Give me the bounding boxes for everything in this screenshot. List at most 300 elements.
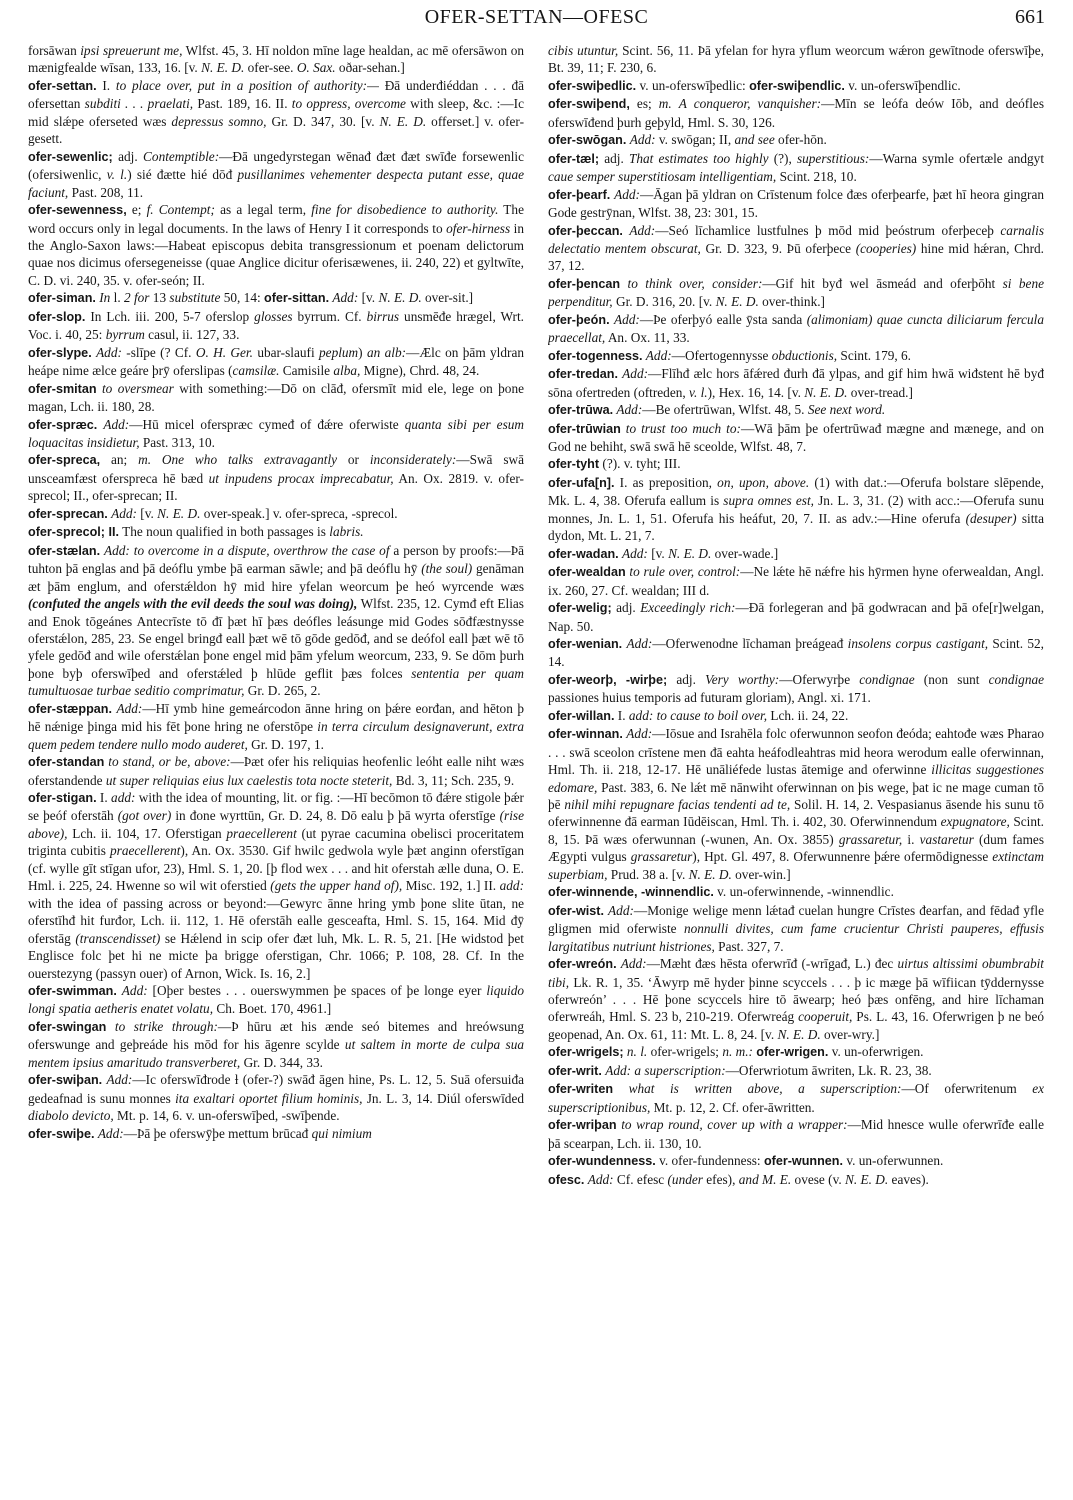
entry-text: inconsiderately: xyxy=(369,452,457,468)
dictionary-entry xyxy=(28,789,524,982)
entry-headword: ofer-willan. xyxy=(548,708,615,723)
dictionary-entry xyxy=(548,95,1044,131)
entry-text: in the Anglo-Saxon laws:—Habeat episcopus debita transgressionum et poenam delictorum quae nos dicimus ofersegeneisse (quae Anglice dicitur oferisæwenes, ii. 240, 22) et gyltwīte, C. D. vi. 240, 35. v. ofer-seón; II. xyxy=(28,220,524,288)
entry-headword: ofer-winnende, -winnendlic. xyxy=(548,885,714,900)
entry-text: Add: xyxy=(608,902,634,918)
entry-text: over-win.] xyxy=(731,866,791,882)
entry-text: m. xyxy=(658,96,672,112)
entry-text: Scint. 179, 6. xyxy=(837,347,911,363)
entry-text: in terra circulum designaverunt, extra quem pedem tendere nullo modo auderet, xyxy=(28,719,524,752)
dictionary-entry xyxy=(28,451,524,504)
entry-headword: ofer-sewenlic; xyxy=(28,149,113,164)
entry-text: -slīpe (? Cf. xyxy=(121,344,196,360)
dictionary-entry xyxy=(548,365,1044,401)
entry-text: to strike through: xyxy=(114,1018,218,1034)
entry-text: I. as preposition, xyxy=(614,474,718,490)
entry-text: ) xyxy=(358,344,367,360)
entry-headword: ofer-tyht xyxy=(548,457,600,472)
entry-text: See next word. xyxy=(807,402,886,418)
entry-text: ofer-hōn. xyxy=(774,132,827,148)
entry-text: ex superscriptionibus, xyxy=(548,1081,1044,1115)
entry-text: as a legal term, xyxy=(214,202,312,218)
entry-text: with the idea of mounting, lit. or fig. :—Hī becōmon tō đǽre stigole þǽr se þeóf oferstāh xyxy=(28,790,524,824)
entry-text: 2 for xyxy=(123,290,150,306)
entry-headword: ofer-þeón. xyxy=(548,312,610,327)
entry-text: forsāwan xyxy=(28,43,81,58)
entry-text: Ch. Boet. 170, 4961.] xyxy=(213,1001,332,1017)
entry-headword: ofer-settan. xyxy=(28,78,97,93)
dictionary-entry xyxy=(548,725,1044,883)
entry-text: with the idea of passing across or beyond:—Gewyrc ānne hring ymb þone slite ūtan, ne oferstīhđ hit furđor, Lch. ii. 112, 1. Hē oferstāh ealle gesceafta, Hml. S. 15, 164. Mid đȳ oferstāg xyxy=(28,895,524,946)
entry-text: Add: xyxy=(332,290,359,306)
entry-text: [Oþer bestes . . . ouerswymmen þe spaces of þe longe eyer xyxy=(147,983,487,999)
entry-text: add: xyxy=(499,878,524,894)
entry-text: Gr. D. 347, 30. [v. xyxy=(266,113,380,129)
entry-text: Jn. L. 3, 31. (2) with acc.:—Oferufa sunu monnes, Jn. L. 1, 51. Oferufa his heáfut, 20, 7. II. as adv.:—Hine oferufa xyxy=(548,493,1044,526)
entry-headword: ofer-swiþedlic. xyxy=(548,78,637,93)
entry-text: —Þe oferþyó ealle ȳsta sanda xyxy=(639,311,807,327)
entry-text: An. Ox. 11, 33. xyxy=(605,330,690,346)
entry-text: The word occurs only in legal documents. In the laws of Henry I it corresponds to xyxy=(28,202,524,236)
entry-text: Misc. 192, 1.] II. xyxy=(402,878,500,894)
entry-text: ), Hex. 16, 14. [v. xyxy=(707,384,805,400)
entry-text: a superscription: xyxy=(634,1062,726,1078)
dictionary-entry xyxy=(548,42,1044,77)
entry-text: si bene perpenditur, xyxy=(548,275,1044,310)
entry-text: add: xyxy=(111,790,136,806)
entry-headword: ofer-winnan. xyxy=(548,727,623,742)
entry-headword: ofer-tredan. xyxy=(548,367,618,382)
entry-text: to think over, consider: xyxy=(627,275,763,291)
entry-text: —Mīn se leófa deów Iōb, and deófles oferswīđend þurh geþyld, Hml. S. 30, 126. xyxy=(548,96,1044,130)
entry-text xyxy=(672,96,679,111)
entry-text: Migne), Chrd. 48, 24. xyxy=(360,363,480,379)
dictionary-entry xyxy=(548,955,1044,1043)
entry-text: over-speak.] v. ofer-spreca, -sprecol. xyxy=(200,505,398,521)
dictionary-entry xyxy=(548,474,1044,545)
dictionary-entry xyxy=(28,523,524,541)
entry-text: Gr. D. 197, 1. xyxy=(247,736,324,752)
dictionary-entry xyxy=(548,545,1044,563)
entry-text: glosses xyxy=(254,308,293,324)
entry-text: to place over, put in a position of authority:— xyxy=(115,77,379,93)
entry-text xyxy=(106,1019,115,1034)
entry-text: —Ic oferswīđrode ƚ (ofer-?) swāđ āgen hine, Ps. L. 12, 5. Suā ofersuiđa gedeafnad is sunu monnes xyxy=(28,1072,524,1106)
entry-text: ubar-slaufi xyxy=(252,344,320,360)
entry-text: Add: xyxy=(96,344,122,360)
left-column xyxy=(28,42,524,1490)
entry-headword: ofer-stælan. xyxy=(28,543,101,558)
entry-text: with sleep, &c. :—Ic mid slǽpe oferseted wæs xyxy=(28,96,524,129)
entry-text: Add: xyxy=(103,416,130,432)
entry-text: nonnulli divites, cum fame crucientur Christi pauperes, effusis largitatibus nutriunt histriones, xyxy=(548,921,1044,954)
entry-text: Gr. D. 316, 20. [v. xyxy=(612,294,716,310)
entry-text: to rule over, control: xyxy=(629,564,741,580)
entry-headword: ofer-sittan. xyxy=(264,291,330,306)
entry-text: efes), xyxy=(702,1171,739,1187)
entry-headword: ofer-swiþendlic. xyxy=(749,78,845,93)
entry-text: (non sunt xyxy=(914,671,989,687)
entry-text: Add: xyxy=(116,700,143,716)
entry-text: obductionis, xyxy=(771,347,838,363)
entry-text: One who talks extravagantly xyxy=(161,452,338,468)
entry-text: Bd. 3, 11; Sch. 235, 9. xyxy=(392,772,515,788)
entry-text: grassaretur xyxy=(630,849,693,865)
entry-text: f. xyxy=(146,202,154,218)
entry-text: Add: xyxy=(626,635,653,651)
entry-text: expugnatore, xyxy=(940,814,1010,830)
entry-text: O. Sax. xyxy=(296,60,336,76)
entry-text: insolens corpus castigant, xyxy=(847,635,989,651)
entry-headword: ofer-togenness. xyxy=(548,348,643,363)
entry-text: caue semper superstitiosam intelligentiam, xyxy=(548,169,777,185)
entry-text: casul, ii. 127, 33. xyxy=(144,327,240,343)
entry-text: extinctam superbiam, xyxy=(548,849,1044,882)
entry-text: oðar-sehan.] xyxy=(335,60,405,76)
entry-text: liquido longi spatia aetheris enatet volatu, xyxy=(28,983,524,1017)
entry-headword: ofer-welig; xyxy=(548,601,612,616)
entry-text: Scint. 8, 15. Þā wæs oferwunnan (-wunen, An. Ox. 3855) xyxy=(548,814,1044,847)
entry-headword: ofer-smitan xyxy=(28,381,97,396)
entry-headword: ofer-sewenness, xyxy=(28,203,127,218)
entry-headword: ofer-spræc. xyxy=(28,417,98,432)
dictionary-entry xyxy=(548,186,1044,222)
entry-text: Add: xyxy=(605,1062,632,1078)
entry-headword: ofer-wrigels; xyxy=(548,1045,624,1060)
entry-headword: ofer-trūwian xyxy=(548,421,621,436)
entry-text: adj. xyxy=(667,671,706,687)
entry-text: Add: xyxy=(97,1125,124,1141)
entry-text: Very worthy: xyxy=(705,671,780,687)
entry-text: birrus xyxy=(366,308,400,324)
entry-text: to cause to boil over, xyxy=(656,707,768,723)
entry-text: over-wry.] xyxy=(820,1026,880,1042)
entry-text: —Iōsue and Israhēla folc oferwunnon seofon đeóda; eahtođe wæs Pharao . . . swā sceolon crīstene men đā eahta heáfodleahtras mid heora werodum ealle oferwinnan, Hml. Th. ii. 218, 12-17. Hē unāliéfede lustas ātemige and oferwinne xyxy=(548,726,1044,778)
entry-text: Add: xyxy=(622,545,648,561)
dictionary-entry xyxy=(28,982,524,1018)
entry-text: Cf. efesc xyxy=(613,1171,668,1187)
dictionary-entry xyxy=(548,635,1044,671)
entry-text: se Hǽlend in scip ofer đæt luh, Mk. L. R. 5, 21. [He widstod þet Englisce folc þet hi ne micte þa brigge oferstigan, Chr. 1066; P. 108, 28. Cf. In the ouerstezyng (passyn ouer) of Arnon, Wick. Is. 16, 2.] xyxy=(28,930,524,981)
dictionary-entry xyxy=(548,1171,1044,1189)
entry-text: —Þæt ofer his reliquias heofenlic leóht ealle niht wæs oferstandende xyxy=(28,754,524,788)
dictionary-entry xyxy=(548,1080,1044,1116)
entry-text xyxy=(620,276,627,291)
entry-headword: ofer-þearf. xyxy=(548,187,611,202)
entry-text: I. xyxy=(96,77,116,93)
entry-text: (ut pyrae cacumina obelisci proceritatem triginta cubitis xyxy=(28,825,524,859)
entry-text: —Oferwenodne līchaman þreágeađ xyxy=(652,635,848,651)
entry-text: I. xyxy=(614,707,629,723)
entry-text: N. E. D. xyxy=(777,1026,821,1042)
entry-text: (1) with dat.:—Oferufa bolstare slēpende, Mk. L. 4, 38. Oferufa eallum is xyxy=(548,474,1044,509)
entry-text: Add: xyxy=(616,402,643,418)
entry-headword: ofer-wrigen. xyxy=(756,1045,829,1060)
entry-text: —Āgan þā yldran on Crīstenum folce đæs oferþearfe, þæt hī heora gingran Gode gestrȳnan, Wlfst. 38, 23: 301, 15. xyxy=(548,186,1044,221)
entry-text: cibis utuntur, xyxy=(548,43,619,58)
entry-text: supra omnes est, xyxy=(723,493,814,509)
entry-headword: ofer-þeccan. xyxy=(548,223,623,238)
entry-text: v. un-oferwrigen. xyxy=(828,1044,924,1060)
entry-text: —Mid hnesce wulle oferwrīđe ealle þā scearpan, Lch. ii. 130, 10. xyxy=(548,1117,1044,1151)
entry-text: —Oferwyrþe xyxy=(779,671,860,687)
entry-text: v. swōgan; II, xyxy=(655,132,735,148)
dictionary-entry xyxy=(28,42,524,77)
dictionary-entry xyxy=(548,1043,1044,1061)
entry-text: with something:—Dō on clāđ, ofersmīt mid ele, lege on þone magan, Lch. ii. 180, 28. xyxy=(28,380,524,415)
entry-text: or xyxy=(337,452,370,468)
entry-text: unsmēđe hrægel, Wrt. Voc. i. 40, 25: xyxy=(28,308,524,343)
right-column xyxy=(548,42,1044,1490)
entry-text: l. xyxy=(110,290,124,306)
entry-text: ), Hpt. Gl. 497, 8. Oferwunnenre þǽre ofermōdignesse xyxy=(692,849,993,865)
entry-text: (gets the upper hand of), xyxy=(270,878,403,894)
entry-text: 13 xyxy=(149,290,170,306)
page-number: 661 xyxy=(1015,6,1045,28)
entry-text: condignae xyxy=(859,671,915,687)
entry-text: —Monige welige menn lǽtađ cuelan hungre Crīstes đearfan, and fēdađ yfle gligmen mid oferwiste xyxy=(548,902,1044,937)
entry-text: to wrap round, cover up with a wrapper: xyxy=(621,1117,848,1133)
entry-text: subditi . . . praelati, xyxy=(84,96,194,112)
entry-text: over-tread.] xyxy=(847,384,913,400)
entry-text: N. E. D. xyxy=(201,60,245,76)
entry-text: (the soul) xyxy=(421,561,473,577)
entry-text: Add: xyxy=(587,1171,614,1187)
entry-headword: ofer-wealdan xyxy=(548,565,626,580)
entry-text: Add: xyxy=(629,132,656,148)
entry-text: v. l. xyxy=(689,384,708,400)
entry-text: N. E. D. xyxy=(845,1171,889,1187)
entry-headword: ofer-swingan xyxy=(28,1019,107,1034)
entry-text: Lch. ii. 104, 17. Oferstigan xyxy=(67,825,227,841)
entry-text: —Seó līchamlice lustfulnes þ mōd mid þeóstrum oferþeceþ xyxy=(655,222,1001,238)
entry-text: uirtus altissimi obumbrabit tibi, xyxy=(548,956,1044,990)
entry-text: N. E. D. xyxy=(804,384,848,400)
dictionary-entry xyxy=(548,1116,1044,1152)
entry-headword: ofer-wunnen. xyxy=(763,1154,843,1169)
entry-text: (rise above), xyxy=(28,808,524,841)
entry-text: superstitious: xyxy=(796,150,870,166)
entry-text: Ps. L. 43, 16. Oferwrigen þ ne beó geopenad, An. Ox. 61, 11: Mt. L. 8, 24. [v. xyxy=(548,1009,1044,1042)
entry-text: Add: xyxy=(614,186,640,202)
entry-text: e; xyxy=(126,202,147,218)
entry-text: grassaretur, xyxy=(838,831,903,847)
entry-text: (confuted the angels with the evil deeds the soul was doing), xyxy=(28,596,358,612)
entry-text: Exceedingly rich: xyxy=(640,600,736,616)
entry-text: what is written above, a superscription: xyxy=(628,1081,902,1097)
entry-text: depressus somno, xyxy=(171,113,267,129)
entry-text: diabolo devicto, xyxy=(28,1108,114,1124)
entry-text: (desuper) xyxy=(965,510,1017,526)
entry-text: substitute xyxy=(169,290,221,306)
entry-text: Add: xyxy=(614,311,640,327)
entry-text: Add: xyxy=(106,1072,133,1088)
entry-headword: ofer-swōgan. xyxy=(548,133,627,148)
entry-text: an alb: xyxy=(366,344,407,360)
entry-text: illicitas suggestiones edomare, xyxy=(548,762,1044,795)
entry-headword: ofer-swiþend, xyxy=(548,97,630,112)
entry-text: a person by proofs:—Þā tuhton þā englas and þā deóflu ymbe þā earman sāwle; and þā deóflu hȳ xyxy=(28,542,524,577)
entry-text: Camisile xyxy=(279,363,334,379)
entry-headword: ofer-writ. xyxy=(548,1063,602,1078)
entry-text: Wlfst. 235, 12. Cymđ eft Elias and Enok tōgeánes Antecrīste tō đī þæt hī þæs deófles leásunge mid Godes sōđfæstnysse oferstǽlon, 285, 23. Se engel bringđ eall þæt wē tō gōde gedōđ, and se deófol eall þæt wē tō yfele gedōđ and wile oferstǽlan þone engel mid þām yfelum weorcum, 233, 9. Se dōm þurh þone byþ oferswīþed and oferstǽled þ hlūde geflit þæs folces xyxy=(28,596,524,681)
entry-text: (got over) xyxy=(117,808,172,824)
dictionary-entry xyxy=(548,420,1044,456)
entry-headword: ofer-slop. xyxy=(28,309,86,324)
entry-text: offerset.] v. ofer-gesett. xyxy=(28,113,524,147)
entry-text: v. ofer-fundenness: xyxy=(655,1153,764,1169)
entry-text: Scint. 52, 14. xyxy=(548,635,1044,670)
dictionary-entry xyxy=(548,671,1044,707)
entry-text: Add: xyxy=(622,366,649,382)
entry-text: —Ofertogennysse xyxy=(671,347,772,363)
entry-text: Past. 189, 16. II. xyxy=(193,96,292,112)
entry-text: peplum xyxy=(319,344,359,360)
entry-text: praecellerent xyxy=(226,825,297,841)
entry-text: Add: xyxy=(111,505,137,521)
entry-text: es; xyxy=(629,96,659,112)
entry-text: over-think.] xyxy=(758,294,825,310)
entry-text: ) sié đætte hié dōđ xyxy=(127,167,238,183)
entry-text: ipsi spreuerunt me, xyxy=(80,43,183,58)
entry-text: ut saltem in morte de culpa sua mentem ipsius amaritudo transverberet, xyxy=(28,1037,524,1070)
entry-headword: ofer-spreca, xyxy=(28,453,101,468)
entry-text: to overcome in a dispute, overthrow the case of xyxy=(133,542,390,558)
entry-text: Contempt; xyxy=(158,202,215,218)
entry-text: carnalis delectatio mentem obscurat, xyxy=(548,222,1044,256)
dictionary-entry xyxy=(548,707,1044,725)
entry-text: Scint. 56, 11. Þā yfelan for hyra yflum weorcum wǽron gewītnode oferswīþe, Bt. 39, 11; F. 230, 6. xyxy=(548,43,1044,76)
entry-text: ofer-see. xyxy=(244,60,297,76)
dictionary-entry xyxy=(28,289,524,307)
dictionary-entry xyxy=(548,1062,1044,1080)
entry-text: The noun qualified in both passages is xyxy=(118,524,330,540)
entry-text: fine for disobedience to authority. xyxy=(311,202,499,218)
entry-text: —Đā forlegeran and þā godwracan and þā ofe[r]welgan, Nap. 50. xyxy=(548,600,1044,634)
entry-headword: ofer-swiþan. xyxy=(28,1073,103,1088)
entry-text: —Ælc on þām yldran heápe nime ælce geáre þrȳ oferslipas ( xyxy=(28,344,524,379)
entry-text: Add: xyxy=(629,222,656,238)
entry-text: —Wā þām þe ofertrūwađ mægne and mænege, and on God ne behiht, swā swā hē sceolde, Wlfst. 48, 7. xyxy=(548,420,1044,454)
entry-text: Past. 383, 6. Ne lǽt mē nānwiht oferwinnan on þis wege, þat ic ne mage cuman tō þē xyxy=(548,779,1044,813)
entry-text: —Flīhđ ælc hors āfǽred đurh đā ylpas, and gif him hwā wiđstent hē byđ sōna ofertreden (oftreden, xyxy=(548,366,1044,400)
entry-text: (transcendisset) xyxy=(75,930,161,946)
entry-text: cooperuit, xyxy=(798,1009,853,1025)
entry-text: v. un-oferswīþedlic: xyxy=(636,77,750,93)
entry-headword: ofer-sprecan. xyxy=(28,506,108,521)
dictionary-entry xyxy=(28,77,524,148)
entry-text: In Lch. iii. 200, 5-7 oferslop xyxy=(85,308,255,324)
entry-text xyxy=(613,1081,629,1096)
entry-text: passiones huius temporis ad futuram gloriam), Angl. xi. 171. xyxy=(548,690,871,706)
dictionary-entry xyxy=(548,599,1044,635)
entry-text: Mt. p. 14, 6. v. un-oferswīþed, -swīþende. xyxy=(113,1108,340,1124)
entry-text: ), An. Ox. 3530. Gif hwilc gedwola wyle þæt anginn oferstīgan (cf. wylle gīt stīgan ufor, 23), Hml. S. 1, 20. [þ flod wex . . . and hit oferstah ælle duna, O. E. Hml. i. 225, 24. Hwenne so wil wit oferstied xyxy=(28,843,524,894)
entry-text: on, upon, above. xyxy=(717,474,810,490)
entry-text: N. E. D. xyxy=(715,294,759,310)
entry-text: ofer-hirness xyxy=(446,220,511,236)
entry-text: Mt. p. 12, 2. Cf. ofer-āwritten. xyxy=(650,1099,815,1115)
entry-text: v. un-oferwunnen. xyxy=(843,1153,944,1169)
entry-text: (dum fames Ægypti vulgus xyxy=(548,831,1044,865)
entry-headword: ofer-writen xyxy=(548,1082,614,1097)
entry-text: O. H. Ger. xyxy=(195,344,253,360)
entry-text: condignae xyxy=(988,671,1044,687)
entry-text: nihil mihi repugnare facias tendenti ad te, xyxy=(564,797,791,813)
entry-text: Gr. D. 344, 33. xyxy=(240,1054,323,1070)
entry-headword: ofer-siman. xyxy=(28,291,96,306)
entry-text: —Oferwriotum āwriten, Lk. R. 23, 38. xyxy=(725,1062,932,1078)
entry-text: An. Ox. 2819. v. ofer-sprecol; II., ofer-sprecan; II. xyxy=(28,470,524,504)
entry-text: Add: xyxy=(121,983,148,999)
entry-text: [v. xyxy=(647,545,669,561)
entry-text: adj. xyxy=(112,148,144,164)
dictionary-entry xyxy=(548,77,1044,95)
entry-headword: ofer-stigan. xyxy=(28,791,97,806)
entry-text: Lk. R. 1, 35. ‘Āwyrp mē hyder þinne scyccels . . . þ ic mæge þā wīfiican tȳddernysse oferwreón’ . . . Hē þone scyccels hire tō āwearp; heó þæs onfēng, and hire līchaman oferwreáh, Hml. S. 23 b, 210-219. Oferwreág xyxy=(548,974,1044,1025)
entry-text: genāman æt þām englum, and oferstǽldon hȳ mid hire yfelan weorcum þe heó wyrcende wæs xyxy=(28,561,524,594)
entry-text: (?). v. tyht; III. xyxy=(599,456,681,472)
entry-text: pusillanimes vehementer despecta putant esse, quae faciunt, xyxy=(28,167,524,200)
dictionary-entry xyxy=(28,542,524,700)
entry-headword: ofer-wadan. xyxy=(548,546,619,561)
entry-text: Past. 313, 10. xyxy=(139,434,215,450)
entry-text: (cooperies) xyxy=(855,240,917,256)
entry-text: Jn. L. 3, 14. Diúl oferswīded xyxy=(362,1090,524,1106)
entry-text: add: xyxy=(628,707,654,723)
entry-text: Add: xyxy=(626,726,653,742)
running-title: OFER-SETTAN—OFESC xyxy=(424,6,649,28)
entry-text: [v. xyxy=(358,290,379,306)
entry-text: Solil. H. 14, 2. Vespasianus āsende his sunu tō oferwinnenne đā earman Iūdēiscan, Hml. Th. i. 402, 30. Oferwinnendum xyxy=(548,797,1044,830)
entry-text: —Mæht đæs hēsta oferwrīđ (-wrīgađ, L.) đec xyxy=(646,956,898,972)
entry-text: n. xyxy=(626,1044,637,1060)
entry-text: labris. xyxy=(329,524,364,540)
entry-headword: ofer-wenian. xyxy=(548,636,623,651)
entry-text: praecellerent xyxy=(110,843,181,859)
entry-text: l. xyxy=(640,1044,648,1060)
entry-headword: ofer-swiþe. xyxy=(28,1126,95,1141)
entry-headword: ofer-standan xyxy=(28,755,105,770)
entry-text: v. un-oferwinnende, -winnendlic. xyxy=(713,884,894,900)
entry-text: —Be ofertrūwan, Wlfst. 48, 5. xyxy=(642,402,808,418)
entry-text: N. E. D. xyxy=(668,545,712,561)
entry-text: over-sit.] xyxy=(421,290,474,306)
entry-headword: ofer-stæppan. xyxy=(28,701,112,716)
entry-text: Lch. ii. 24, 22. xyxy=(767,707,849,723)
dictionary-entry xyxy=(28,1071,524,1124)
entry-text: Past. 208, 11. xyxy=(68,184,144,200)
entry-text: (alimoniam) quae cuncta diliciarum fercula praecellat, xyxy=(548,311,1044,346)
entry-text: and see xyxy=(734,132,775,148)
entry-text: vastaretur xyxy=(919,831,974,847)
entry-text: to stand, or be, above: xyxy=(108,754,231,770)
entry-text xyxy=(151,452,162,467)
dictionary-entry xyxy=(548,150,1044,186)
dictionary-entry xyxy=(548,1152,1044,1170)
dictionary-entry xyxy=(28,753,524,789)
entry-text: [v. xyxy=(136,505,158,521)
entry-text: N. E. D. xyxy=(157,505,201,521)
entry-headword: ofer-tæl; xyxy=(548,151,600,166)
entry-text: Add: xyxy=(645,347,672,363)
dictionary-entry xyxy=(548,902,1044,955)
entry-headword: ofer-trūwa. xyxy=(548,403,614,418)
entry-text: (under xyxy=(667,1171,703,1187)
entry-text: sententia per quam tumultuosae turbae seditio comprimatur, xyxy=(28,665,524,699)
entry-text: —Đā ungedyrstegan wēnađ đæt đæt swīđe forsewenlic (ofersiwenlic, xyxy=(28,148,524,183)
entry-text: —Ne lǽte hē nǽfre his hȳrmen hyne oferwealdan, Angl. ix. 260, 27. Cf. wealdan; III d. xyxy=(548,564,1044,598)
